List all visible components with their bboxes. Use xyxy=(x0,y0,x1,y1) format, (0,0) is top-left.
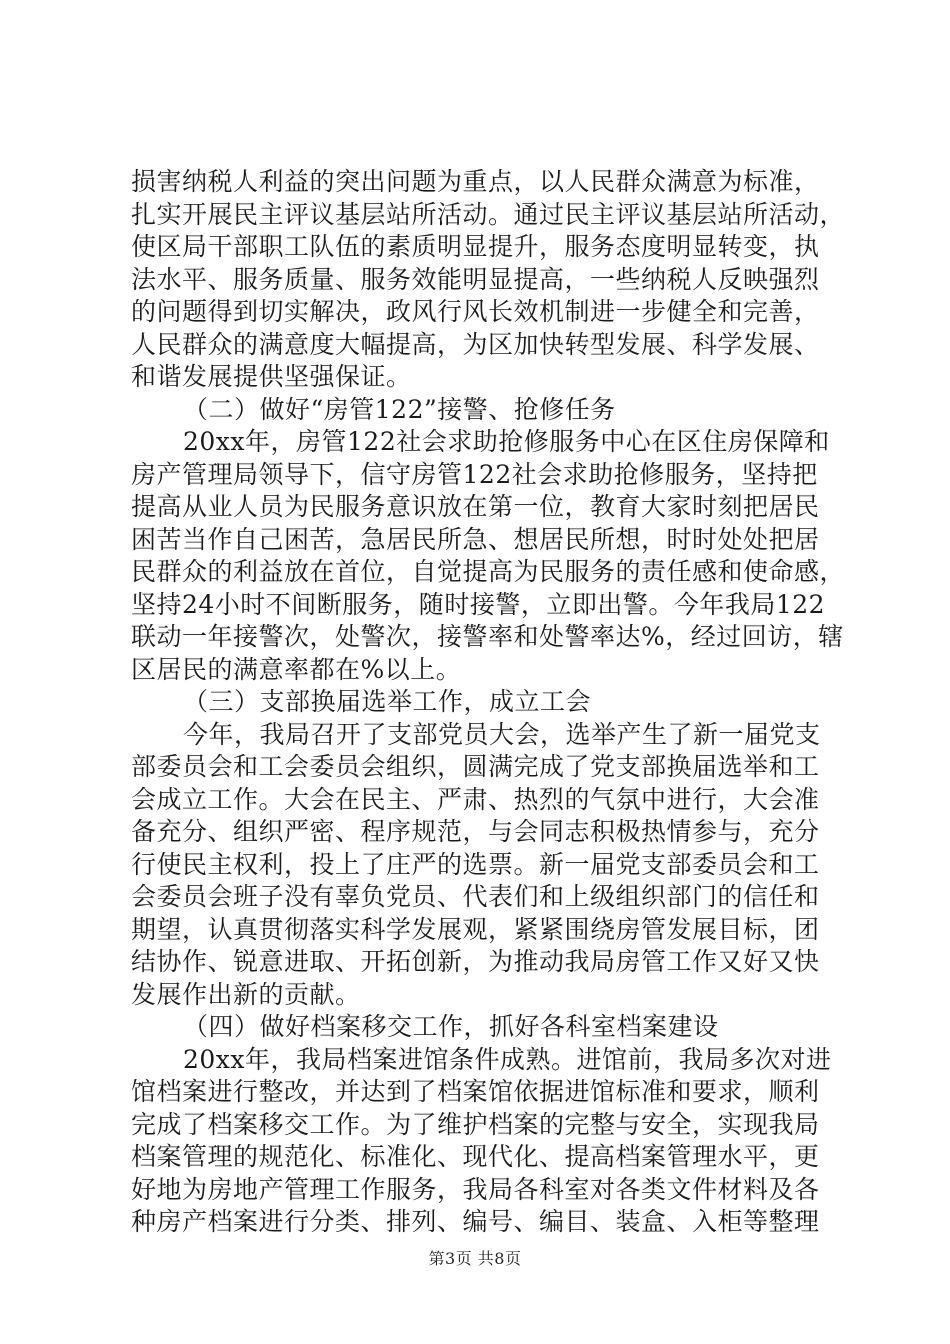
text-line: 部委员会和工会委员会组织，圆满完成了党支部换届选举和工 xyxy=(131,752,820,781)
text-line: 会成立工作。大会在民主、严肃、热烈的气氛中进行，大会准 xyxy=(131,784,820,814)
text-line: 扎实开展民主评议基层站所活动。通过民主评议基层站所活动， xyxy=(131,199,846,229)
text-line: 的问题得到切实解决，政风行风长效机制进一步健全和完善， xyxy=(131,297,820,326)
text-line: 结协作、锐意进取、开拓创新，为推动我局房管工作又好又快 xyxy=(131,947,820,976)
text-line: 20xx年，我局档案进馆条件成熟。进馆前，我局多次对进 xyxy=(183,1044,832,1074)
text-line: 20xx年，房管122社会求助抢修服务中心在区住房保障和 xyxy=(183,427,830,456)
text-line: 法水平、服务质量、服务效能明显提高，一些纳税人反映强烈 xyxy=(131,264,820,294)
text-line: 和谐发展提供坚强保证。 xyxy=(131,362,412,391)
text-line: 提高从业人员为民服务意识放在第一位，教育大家时刻把居民 xyxy=(131,492,820,521)
section-heading: （二）做好“房管122”接警、抢修任务 xyxy=(183,394,616,424)
document-body xyxy=(131,166,846,1239)
text-line: 好地为房地产管理工作服务，我局各科室对各类文件材料及各 xyxy=(131,1174,820,1204)
text-line: 期望，认真贯彻落实科学发展观，紧紧围绕房管发展目标，团 xyxy=(131,914,820,944)
text-line: 联动一年接警次，处警次，接警率和处警率达%，经过回访，辖 xyxy=(131,622,844,651)
text-line: 完成了档案移交工作。为了维护档案的完整与安全，实现我局 xyxy=(131,1109,820,1139)
section-heading: （三）支部换届选举工作，成立工会 xyxy=(183,687,592,716)
text-line: 区居民的满意率都在%以上。 xyxy=(131,654,462,684)
text-line: 发展作出新的贡献。 xyxy=(131,979,361,1009)
text-line: 损害纳税人利益的突出问题为重点，以人民群众满意为标准， xyxy=(131,167,820,196)
text-line: 行使民主权利，投上了庄严的选票。新一届党支部委员会和工 xyxy=(131,849,820,879)
text-line: 使区局干部职工队伍的素质明显提升，服务态度明显转变，执 xyxy=(131,232,820,261)
section-heading: （四）做好档案移交工作，抓好各科室档案建设 xyxy=(183,1012,719,1041)
text-line: 人民群众的满意度大幅提高，为区加快转型发展、科学发展、 xyxy=(131,329,820,359)
text-line: 馆档案进行整改，并达到了档案馆依据进馆标准和要求，顺利 xyxy=(131,1077,820,1106)
text-line: 民群众的利益放在首位，自觉提高为民服务的责任感和使命感， xyxy=(131,557,846,586)
page-number-footer: 第3页 共8页 xyxy=(428,1249,522,1268)
text-line: 今年，我局召开了支部党员大会，选举产生了新一届党支 xyxy=(183,719,821,749)
text-line: 坚持24小时不间断服务，随时接警，立即出警。今年我局122 xyxy=(131,589,826,619)
text-line: 会委员会班子没有辜负党员、代表们和上级组织部门的信任和 xyxy=(131,882,820,911)
text-line: 房产管理局领导下，信守房管122社会求助抢修服务，坚持把 xyxy=(131,459,818,489)
text-line: 备充分、组织严密、程序规范，与会同志积极热情参与，充分 xyxy=(131,817,820,846)
text-line: 档案管理的规范化、标准化、现代化、提高档案管理水平，更 xyxy=(131,1142,820,1171)
text-line: 种房产档案进行分类、排列、编号、编目、装盒、入柜等整理 xyxy=(131,1207,820,1236)
text-line: 困苦当作自己困苦，急居民所急、想居民所想，时时处处把居 xyxy=(131,524,820,554)
